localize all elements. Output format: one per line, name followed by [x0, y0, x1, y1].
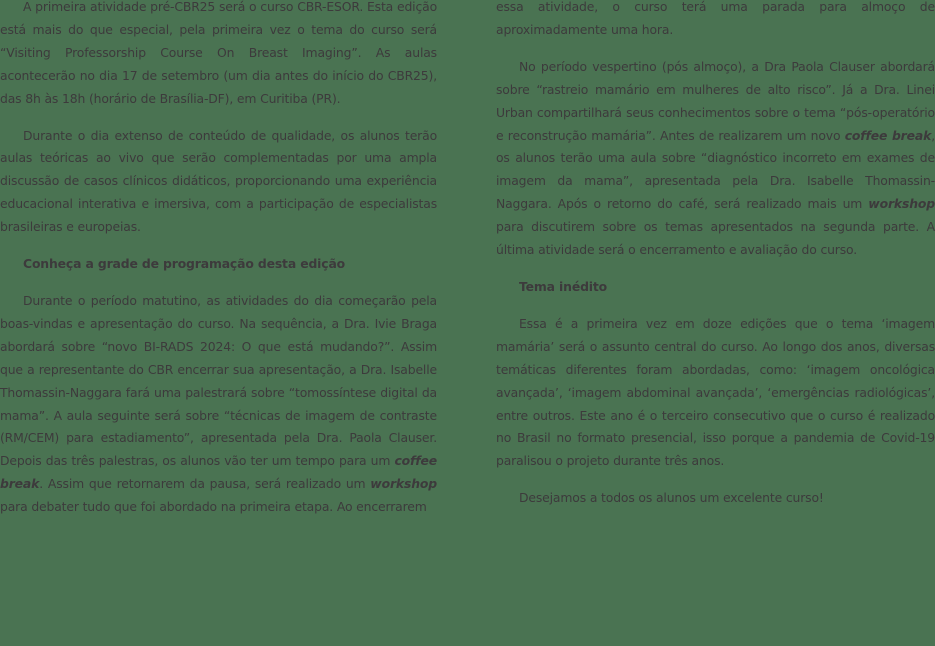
coffee-break-emphasis: coffee break	[0, 453, 437, 492]
afternoon-schedule-paragraph	[496, 56, 935, 262]
morning-text-2: . Assim que retornarem da pausa, será realizado um	[39, 476, 371, 492]
morning-text-3: para debater tudo que foi abordado na primeira etapa. Ao encerrarem	[0, 499, 427, 515]
afternoon-text-1: No período vespertino (pós almoço), a Dra Paola Clauser abordará sobre “rastreio mamário em mulheres de alto risco”. Já a Dra. Linei Urban compartilhará seus conhecimentos sobre o tema “pós-operatório e reconstrução mamária”. Antes de realizarem um novo	[496, 58, 935, 143]
workshop-emphasis: workshop	[868, 196, 935, 212]
schedule-heading: Conheça a grade de programação desta edição	[23, 256, 346, 272]
morning-schedule-paragraph	[0, 290, 437, 519]
workshop-emphasis: workshop	[370, 476, 437, 492]
course-description-paragraph: Durante o dia extenso de conteúdo de qualidade, os alunos terão aulas teóricas ao vivo que serão complementadas por uma ampla discussão de casos clínicos didáticos, proporcionando uma experiência educacional interativa e imersiva, com a participação de especialistas brasileiras e europeias.	[0, 127, 437, 235]
new-theme-paragraph: Essa é a primeira vez em doze edições que o tema ‘imagem mamária’ será o assunto central do curso. Ao longo dos anos, diversas temáticas diferentes foram abordadas, como: ‘imagem oncológica avançada’, ‘imagem abdominal avançada’, ‘emergências radiológicas’, entre outros. Este ano é o terceiro consecutivo que o curso é realizado no Brasil no formato presencial, isso porque a pandemia de Covid-19 paralisou o projeto durante três anos.	[496, 315, 935, 469]
coffee-break-emphasis: coffee break	[844, 127, 932, 143]
intro-paragraph: A primeira atividade pré-CBR25 será o curso CBR-ESOR. Esta edição está mais do que especial, pela primeira vez o tema do curso será “Visiting Professorship Course On Breast Imaging”. As aulas acontecerão no dia 17 de setembro (um dia antes do início do CBR25), das 8h às 18h (horário de Brasília-DF), em Curitiba (PR).	[0, 0, 437, 106]
left-column	[0, 0, 437, 533]
afternoon-text-2: , os alunos terão uma aula sobre “diagnóstico incorreto em exames de imagem da mama”, apresentada pela Dra. Isabelle Thomassin-Naggara. Após o retorno do café, será realizado mais um	[496, 127, 935, 212]
right-column	[496, 0, 935, 524]
closing-paragraph: Desejamos a todos os alunos um excelente curso!	[519, 490, 824, 506]
afternoon-text-3: para discutirem sobre os temas apresentados na segunda parte. A última atividade será o encerramento e avaliação do curso.	[496, 219, 935, 258]
morning-text-1: Durante o período matutino, as atividades do dia começarão pela boas-vindas e apresentação do curso. Na sequência, a Dra. Ivie Braga abordará sobre “novo BI-RADS 2024: O que está mudando?”. Assim que a representante do CBR encerrar sua apresentação, a Dra. Isabelle Thomassin-Naggara fará uma palestrará sobre “tomossíntese digital da mama”. A aula seguinte será sobre “técnicas de imagem de contraste (RM/CEM) para estadiamento”, apresentada pela Dra. Paola Clauser. Depois das três palestras, os alunos vão ter um tempo para um	[0, 292, 437, 469]
morning-schedule-continued: essa atividade, o curso terá uma parada para almoço de aproximadamente uma hora.	[496, 0, 935, 37]
new-theme-heading: Tema inédito	[519, 278, 608, 294]
